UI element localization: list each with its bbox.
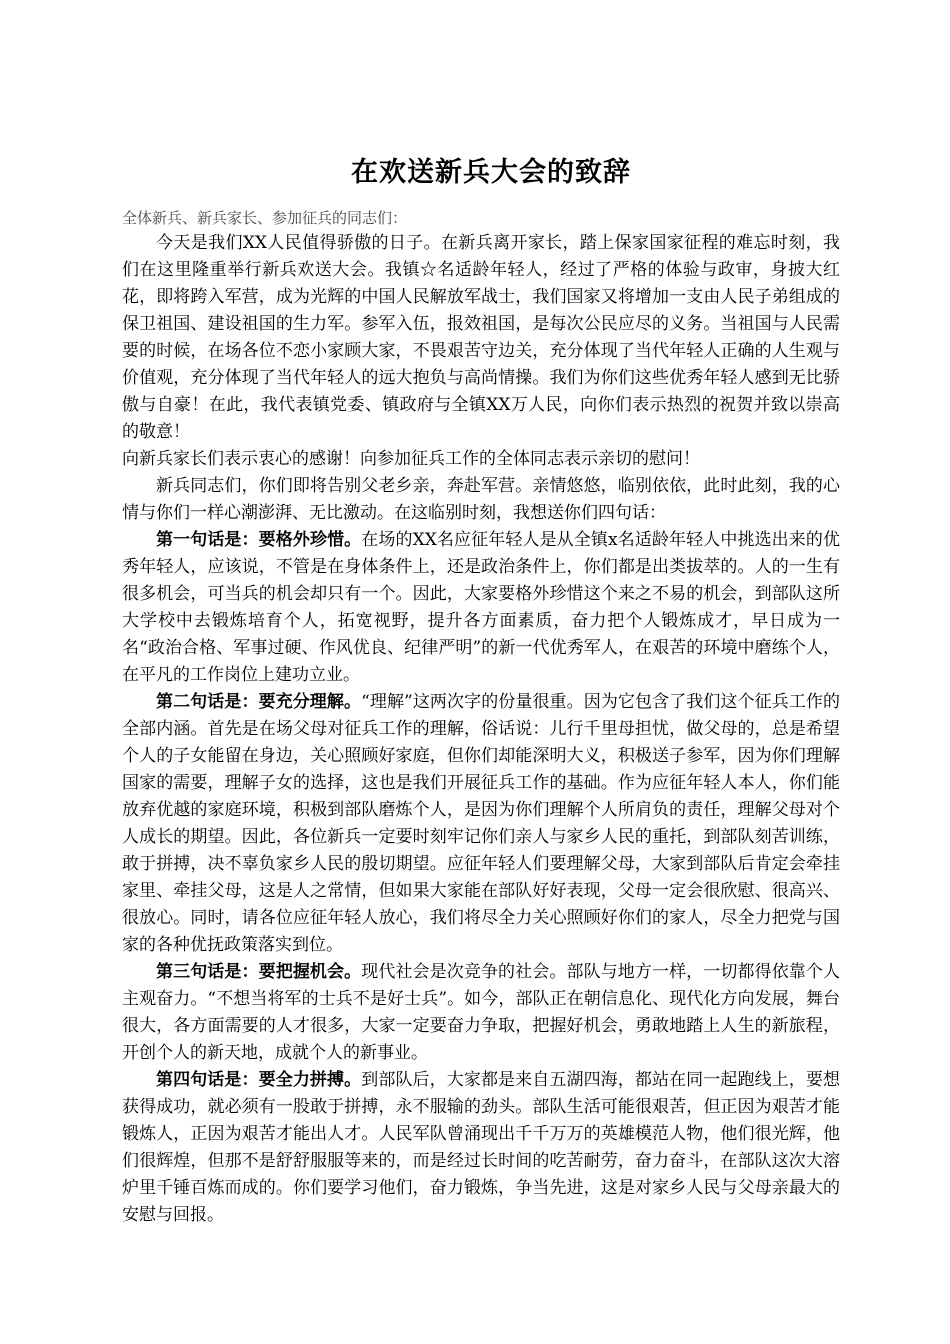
paragraph-text: “理解”这两次字的份量很重。因为它包含了我们这个征兵工作的全部内涵。首先是在场父母对征兵工作的理解，俗话说：儿行千里母担忧，做父母的，总是希望个人的子女能留在身边，关心照顾好家庭，但你们却能深明大义，积极送子参军，因为你们理解国家的需要，理解子女的选择，这也是我们开展征兵工作的基础。作为应征年轻人本人，你们能放弃优越的家庭环境，积极到部队磨炼个人，是因为你们理解个人所肩负的责任，理解父母对个人成长的期望。因此，各位新兵一定要时刻牢记你们亲人与家乡人民的重托，到部队刻苦训练，敢于拼搏，决不辜负家乡人民的殷切期望。应征年轻人们要理解父母，大家到部队后肯定会牵挂家里、牵挂父母，这是人之常情，但如果大家能在部队好好表现，父母一定会很欣慰、很高兴、很放心。同时，请各位应征年轻人放心，我们将尽全力关心照顾好你们的家人，尽全力把党与国家的各种优抚政策落实到位。 — [122, 692, 841, 955]
document-title: 在欢送新兵大会的致辞 — [351, 157, 631, 188]
paragraph-lead: 第三句话是：要把握机会。 — [156, 962, 362, 982]
paragraph-text: 今天是我们XX人民值得骄傲的日子。在新兵离开家长，踏上保家国家征程的难忘时刻，我们在这里隆重举行新兵欢送大会。我镇☆名适龄年轻人，经过了严格的体验与政审，身披大红花，即将跨入军营，成为光辉的中国人民解放军战士，我们国家又将增加一支由人民子弟组成的保卫祖国、建设祖国的生力军。参军入伍，报效祖国，是每次公民应尽的义务。当祖国与人民需要的时候，在场各位不恋小家顾大家，不畏艰苦守边关，充分体现了当代年轻人正确的人生观与价值观，充分体现了当代年轻人的远大抱负与高尚情操。我们为你们这些优秀年轻人感到无比骄傲与自豪！在此，我代表镇党委、镇政府与全镇XX万人民，向你们表示热烈的祝贺并致以崇高的敬意！ — [122, 233, 840, 442]
paragraph-text: 新兵同志们，你们即将告别父老乡亲，奔赴军营。亲情悠悠，临别依依，此时此刻，我的心情与你们一样心潮澎湃、无比激动。在这临别时刻，我想送你们四句话： — [122, 476, 840, 523]
paragraph-point-one — [122, 527, 840, 689]
paragraph-point-four — [122, 1067, 840, 1229]
paragraph-point-three — [122, 959, 840, 1067]
paragraph-text: 现代社会是次竞争的社会。部队与地方一样，一切都得依靠个人主观奋力。“不想当将军的士兵不是好士兵”。如今，部队正在朝信息化、现代化方向发展，舞台很大，各方面需要的人才很多，大家一定要奋力争取，把握好机会，勇敢地踏上人生的新旅程，开创个人的新天地，成就个人的新事业。 — [122, 962, 841, 1063]
paragraph-opening — [122, 230, 840, 473]
salutation: 全体新兵、新兵家长、参加征兵的同志们： — [122, 209, 408, 227]
document-page — [122, 150, 840, 1229]
paragraph-lead: 第四句话是：要全力拼搏。 — [156, 1070, 362, 1090]
paragraph-text: 到部队后，大家都是来自五湖四海，都站在同一起跑线上，要想获得成功，就必须有一股敢于拼搏，永不服输的劲头。部队生活可能很艰苦，但正因为艰苦才能锻炼人，正因为艰苦才能出人才。人民军队曾涌现出千千万万的英雄模范人物，他们很光辉，他们很辉煌，但那不是舒舒服服等来的，而是经过长时间的吃苦耐劳，奋力奋斗，在部队这次大溶炉里千锤百炼而成的。你们要学习他们，奋力锻炼，争当先进，这是对家乡人民与父母亲最大的安慰与回报。 — [122, 1070, 841, 1225]
paragraph-lead: 第一句话是：要格外珍惜。 — [156, 530, 362, 550]
paragraph-point-two — [122, 689, 840, 959]
paragraph-farewell — [122, 473, 840, 527]
paragraph-text: 在场的XX名应征年轻人是从全镇x名适龄年轻人中挑选出来的优秀年轻人，应该说，不管是在身体条件上，还是政治条件上，你们都是出类拔萃的。人的一生有很多机会，可当兵的机会却只有一个。因此，大家要格外珍惜这个来之不易的机会，到部队这所大学校中去锻炼培育个人，拓宽视野，提升各方面素质，奋力把个人锻炼成才，早日成为一名“政治合格、军事过硬、作风优良、纪律严明”的新一代优秀军人，在艰苦的环境中磨练个人，在平凡的工作岗位上建功立业。 — [122, 530, 840, 685]
paragraph-tail: 向新兵家长们表示衷心的感谢！向参加征兵工作的全体同志表示亲切的慰问！ — [122, 449, 700, 469]
paragraph-lead: 第二句话是：要充分理解。 — [156, 692, 362, 712]
